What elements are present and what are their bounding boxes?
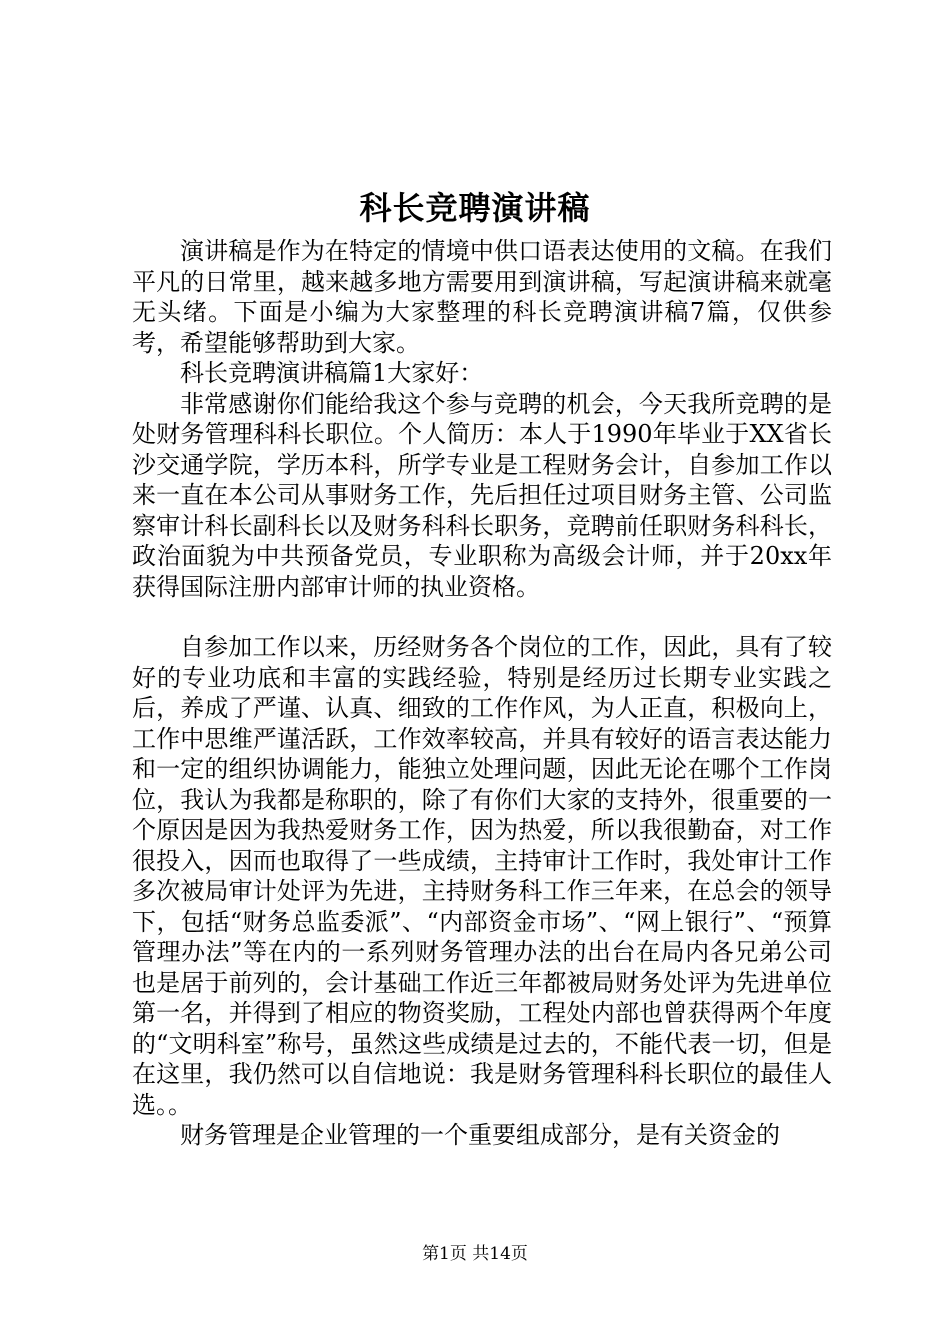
paragraph-intro: 演讲稿是作为在特定的情境中供口语表达使用的文稿。在我们平凡的日常里，越来越多地方需要用到演讲稿，写起演讲稿来就毫无头绪。下面是小编为大家整理的科长竞聘演讲稿7篇，仅供参考，希望能够帮助到大家。 (132, 237, 832, 357)
paragraph-spacer (132, 602, 832, 632)
paragraph-experience: 自参加工作以来，历经财务各个岗位的工作，因此，具有了较好的专业功底和丰富的实践经验，特别是经历过长期专业实践之后，养成了严谨、认真、细致的工作作风，为人正直，积极向上，工作中思维严谨活跃，工作效率较高，并具有较好的语言表达能力和一定的组织协调能力，能独立处理问题，因此无论在哪个工作岗位，我认为我都是称职的，除了有你们大家的支持外，很重要的一个原因是因为我热爱财务工作，因为热爱，所以我很勤奋，对工作很投入，因而也取得了一些成绩，主持审计工作时，我处审计工作多次被局审计处评为先进，主持财务科工作三年来，在总会的领导下，包括“财务总监委派”、“内部资金市场”、“网上银行”、“预算管理办法”等在内的一系列财务管理办法的出台在局内各兄弟公司也是居于前列的，会计基础工作近三年都被局财务处评为先进单位第一名，并得到了相应的物资奖励，工程处内部也曾获得两个年度的“文明科室”称号，虽然这些成绩是过去的，不能代表一切，但是在这里，我仍然可以自信地说：我是财务管理科科长职位的最佳人选。。 (132, 633, 832, 1119)
page-number: 第1页 共14页 (422, 1244, 528, 1264)
paragraph-resume: 非常感谢你们能给我这个参与竞聘的机会，今天我所竞聘的是处财务管理科科长职位。个人简历：本人于1990年毕业于XX省长沙交通学院，学历本科，所学专业是工程财务会计，自参加工作以来一直在本公司从事财务工作，先后担任过项目财务主管、公司监察审计科长副科长以及财务科科长职务，竞聘前任职财务科科长，政治面貌为中共预备党员，专业职称为高级会计师，并于20xx年获得国际注册内部审计师的执业资格。 (132, 389, 832, 601)
document-body (132, 236, 832, 1151)
document-title: 科长竞聘演讲稿 (359, 189, 591, 227)
paragraph-greeting: 科长竞聘演讲稿篇1大家好： (180, 359, 484, 387)
paragraph-financial-management: 财务管理是企业管理的一个重要组成部分，是有关资金的 (180, 1121, 780, 1149)
